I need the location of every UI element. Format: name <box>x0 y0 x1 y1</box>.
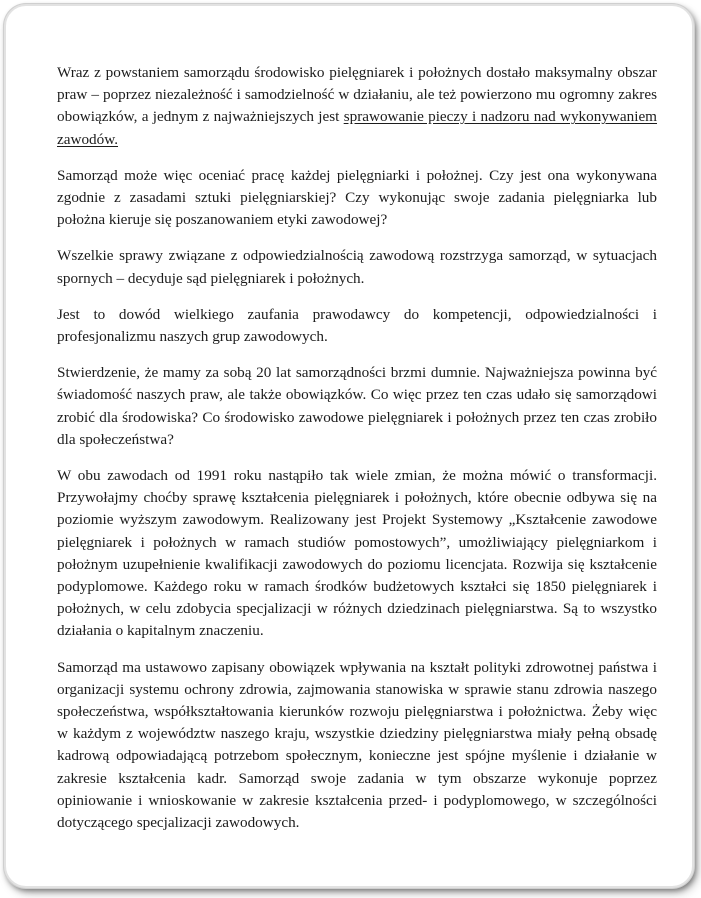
document-body <box>57 62 657 848</box>
paragraph-3: Wszelkie sprawy związane z odpowiedzialnością zawodową rozstrzyga samorząd, w sytuacjach spornych – decyduje sąd pielęgniarek i położnych. <box>57 247 657 287</box>
document-frame <box>4 4 694 888</box>
paragraph-5: Stwierdzenie, że mamy za sobą 20 lat samorządności brzmi dumnie. Najważniejsza powinna być świadomość naszych praw, ale także obowiązków. Co więc przez ten czas udało się samorządowi zrobić dla środowiska? Co środowisko zawodowe pielęgniarek i położnych przez ten czas zrobiło dla społeczeństwa? <box>57 364 657 448</box>
paragraph-7: Samorząd ma ustawowo zapisany obowiązek wpływania na kształt polityki zdrowotnej państwa i organizacji systemu ochrony zdrowia, zajmowania stanowiska w sprawie stanu zdrowia naszego społeczeństwa, współkształtowania kierunków rozwoju pielęgniarstwa i położnictwa. Żeby więc w każdym z województw naszego kraju, wszystkie dziedziny pielęgniarstwa miały pełną obsadę kadrową odpowiadającą potrzebom społecznym, konieczne jest spójne myślenie i działanie w zakresie kształcenia kadr. Samorząd swoje zadania w tym obszarze wykonuje poprzez opiniowanie i wnioskowanie w zakresie kształcenia przed- i podyplomowego, w szczególności dotyczącego specjalizacji zawodowych. <box>57 658 657 832</box>
paragraph-2: Samorząd może więc oceniać pracę każdej pielęgniarki i położnej. Czy jest ona wykonywana zgodnie z zasadami sztuki pielęgniarskiej? Czy wykonując swoje zadania pielęgniarka lub położna kieruje się poszanowaniem etyki zawodowej? <box>57 166 657 229</box>
paragraph-6: W obu zawodach od 1991 roku nastąpiło tak wiele zmian, że można mówić o transformacji. Przywołajmy choćby sprawę kształcenia pielęgniarek i położnych, które obecnie odbywa się na poziomie wyższym zawodowym. Realizowany jest Projekt Systemowy „Kształcenie zawodowe pielęgniarek i położnych w ramach studiów pomostowych”, umożliwiający pielęgniarkom i położnym uzupełnienie kwalifikacji zawodowych do poziomu licencjata. Rozwija się kształcenie podyplomowe. Każdego roku w ramach środków budżetowych kształci się 1850 pielęgniarek i położnych, w celu zdobycia specjalizacji w różnych dziedzinach pielęgniarstwa. Są to wszystko działania o kapitalnym znaczeniu. <box>57 467 657 640</box>
underlined-phrase: sprawowanie pieczy i nadzoru nad wykonywaniem zawodów. <box>57 108 657 148</box>
paragraph-1 <box>57 62 657 151</box>
paragraph-4: Jest to dowód wielkiego zaufania prawodawcy do kompetencji, odpowiedzialności i profesjonalizmu naszych grup zawodowych. <box>57 305 657 346</box>
paragraph-1-text: Wraz z powstaniem samorządu środowisko pielęgniarek i położnych dostało maksymalny obszar praw – poprzez niezależność i samodzielność w działaniu, ale też powierzono mu ogromny zakres obowiązków, a jednym z najważniejszych jest <box>57 64 657 126</box>
